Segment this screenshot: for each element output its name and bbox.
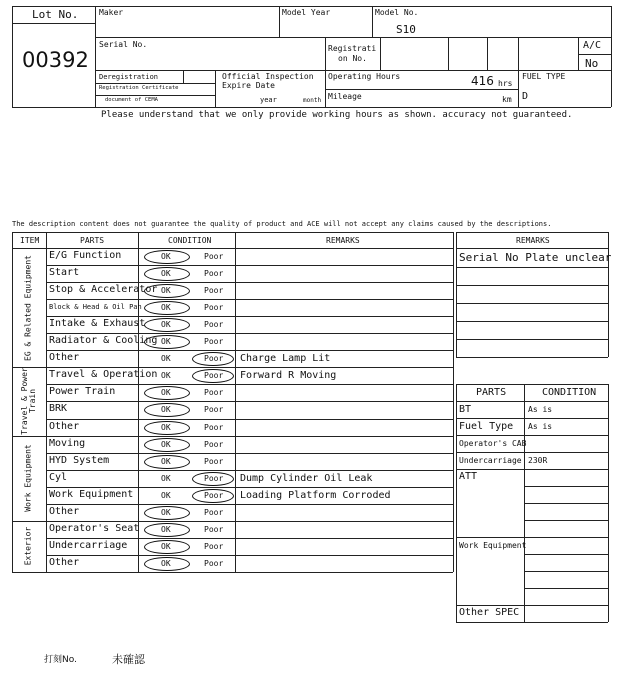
ok-label: OK: [161, 337, 171, 347]
group-label-exterior: [17, 521, 41, 572]
right-part-att: ATT: [459, 471, 478, 482]
group-label-eg-related-equipment: [17, 248, 41, 367]
operating-hours-value: 416: [471, 74, 494, 88]
column-parts: PARTS: [80, 236, 105, 245]
part-label: Operator's Seat: [49, 522, 140, 534]
ok-circle-mark: [144, 523, 190, 537]
poor-label: Poor: [204, 456, 224, 466]
poor-label: Poor: [204, 286, 224, 296]
column-remarks: REMARKS: [326, 236, 360, 245]
fuel-type-label: FUEL TYPE: [522, 72, 566, 81]
right-part-undercarriage: Undercarriage: [459, 456, 522, 465]
ok-label: OK: [161, 439, 171, 449]
part-label: Intake & Exhaust: [49, 318, 146, 330]
ok-label: OK: [161, 490, 171, 500]
poor-label: Poor: [204, 303, 224, 313]
part-label: Cyl: [49, 471, 68, 483]
ok-label: OK: [161, 252, 171, 261]
ok-circle-mark: [144, 267, 190, 281]
operating-hours-label: Operating Hours: [328, 72, 401, 81]
part-label: Stop & Accelerator: [49, 284, 158, 296]
ok-circle-mark: [144, 506, 190, 520]
month-label: month: [303, 97, 322, 104]
ok-label: OK: [161, 405, 171, 415]
document-of-cema-label: document of CEMA: [105, 97, 158, 103]
ok-circle-mark: [144, 284, 190, 298]
hours-disclaimer: Please understand that we only provide working hours as shown. accuracy not guaranteed.: [101, 110, 573, 120]
poor-label: Poor: [204, 473, 224, 483]
part-label: Radiator & Cooling: [49, 335, 158, 347]
ok-circle-mark: [144, 250, 190, 264]
poor-label: Poor: [204, 371, 224, 381]
ok-circle-mark: [144, 438, 190, 452]
part-label: BRK: [49, 403, 68, 415]
fuel-type-value: D: [522, 91, 529, 102]
ok-label: OK: [161, 456, 171, 466]
ok-label: OK: [161, 422, 171, 432]
part-label: HYD System: [49, 454, 110, 466]
group-label-line: Travel & Power: [19, 367, 29, 436]
right-part-work-equipment: Work Equipment: [459, 541, 527, 550]
stamp-status: 未確認: [112, 653, 145, 666]
group-label-line: Exterior: [23, 527, 33, 566]
ok-label: OK: [161, 320, 171, 330]
ok-circle-mark: [144, 386, 190, 400]
right-remarks-header: REMARKS: [516, 236, 550, 245]
lot-no-value: 00392: [22, 48, 89, 72]
poor-circle-mark: [192, 472, 234, 486]
ok-circle-mark: [144, 403, 190, 417]
column-item: ITEM: [20, 236, 40, 245]
group-label-travel-power-train: [17, 367, 41, 435]
ok-label: OK: [161, 541, 171, 551]
right-condition-fuel-type: As is: [528, 422, 553, 431]
part-label: Moving: [49, 437, 86, 449]
poor-label: Poor: [204, 541, 224, 551]
registration-no-label-1: Registrati: [328, 44, 377, 53]
ok-circle-mark: [144, 335, 190, 349]
right-part-other-spec: Other SPEC: [459, 607, 520, 618]
hrs-unit: hrs: [498, 79, 513, 88]
maker-label: Maker: [99, 8, 124, 17]
stamp-no-label: 打刻No.: [44, 655, 77, 665]
ok-label: OK: [161, 558, 171, 568]
poor-label: Poor: [204, 337, 224, 347]
part-label: Other: [49, 420, 80, 432]
column-condition: CONDITION: [168, 236, 212, 245]
group-label-line: EG & Related Equipment: [23, 254, 33, 361]
deregistration-label: Deregistration: [99, 73, 159, 81]
ok-label: OK: [161, 371, 171, 381]
inspection-notice: The description content does not guarantee the quality of product and ACE will not accept any claims caused by the descriptions.: [12, 220, 552, 228]
poor-label: Poor: [204, 422, 224, 432]
official-inspection-label-1: Official Inspection: [222, 72, 314, 81]
part-label: Block & Head & Oil Pan: [49, 303, 142, 312]
part-label: Undercarriage: [49, 539, 128, 551]
poor-label: Poor: [204, 405, 224, 415]
km-unit: km: [502, 95, 512, 104]
remark-text: Dump Cylinder Oil Leak: [240, 472, 373, 484]
ok-label: OK: [161, 473, 171, 483]
ok-circle-mark: [144, 318, 190, 332]
right-part-fuel-type: Fuel Type: [459, 421, 514, 432]
ok-circle-mark: [144, 557, 190, 571]
poor-label: Poor: [204, 354, 224, 364]
ok-label: OK: [161, 303, 171, 313]
poor-circle-mark: [192, 369, 234, 383]
right-remarks-first: Serial No Plate unclear: [459, 251, 612, 264]
ok-circle-mark: [144, 301, 190, 315]
poor-label: Poor: [204, 252, 224, 261]
group-label-line: Work Equipment: [23, 444, 33, 512]
part-label: Other: [49, 352, 80, 364]
group-label-work-equipment: [17, 436, 41, 521]
ok-label: OK: [161, 507, 171, 517]
right-condition-undercarriage: 230R: [528, 456, 548, 465]
model-no-label: Model No.: [375, 8, 419, 17]
poor-circle-mark: [192, 352, 234, 366]
ok-label: OK: [161, 354, 171, 364]
poor-circle-mark: [192, 489, 234, 503]
part-label: Travel & Operation: [49, 369, 158, 381]
part-label: E/G Function: [49, 250, 122, 261]
ok-circle-mark: [144, 540, 190, 554]
group-label-line: Train: [28, 389, 37, 414]
remark-text: Loading Platform Corroded: [240, 489, 391, 501]
poor-label: Poor: [204, 490, 224, 500]
poor-label: Poor: [204, 388, 224, 398]
poor-label: Poor: [204, 439, 224, 449]
serial-no-label: Serial No.: [99, 40, 148, 49]
part-label: Power Train: [49, 386, 116, 398]
poor-label: Poor: [204, 507, 224, 517]
remark-text: Charge Lamp Lit: [240, 353, 331, 365]
ok-label: OK: [161, 524, 171, 534]
right-condition-header: CONDITION: [542, 387, 597, 398]
right-parts-header: PARTS: [476, 387, 507, 398]
year-label: year: [260, 96, 277, 104]
right-condition-bt: As is: [528, 405, 553, 414]
ok-circle-mark: [144, 455, 190, 469]
part-label: Start: [49, 267, 80, 279]
registration-certificate-label: Registration Certificate: [99, 85, 179, 91]
part-label: Work Equipment: [49, 488, 134, 500]
part-label: Other: [49, 505, 80, 517]
ok-label: OK: [161, 388, 171, 398]
poor-label: Poor: [204, 269, 224, 279]
right-part-bt: BT: [459, 404, 472, 415]
model-no-value: S10: [396, 23, 416, 36]
lot-no-label: Lot No.: [32, 8, 79, 21]
mileage-label: Mileage: [328, 92, 362, 101]
official-inspection-label-2: Expire Date: [222, 81, 275, 90]
ok-label: OK: [161, 269, 171, 279]
part-label: Other: [49, 556, 80, 568]
model-year-label: Model Year: [282, 8, 331, 17]
ok-label: OK: [161, 286, 171, 296]
ok-circle-mark: [144, 421, 190, 435]
registration-no-label-2: on No.: [338, 54, 367, 63]
remark-text: Forward R Moving: [240, 370, 337, 382]
poor-label: Poor: [204, 524, 224, 534]
poor-label: Poor: [204, 320, 224, 330]
ac-value: No: [585, 57, 599, 70]
poor-label: Poor: [204, 558, 224, 568]
right-part-operators-cab: Operator's CAB: [459, 439, 527, 448]
ac-label: A/C: [583, 40, 602, 51]
